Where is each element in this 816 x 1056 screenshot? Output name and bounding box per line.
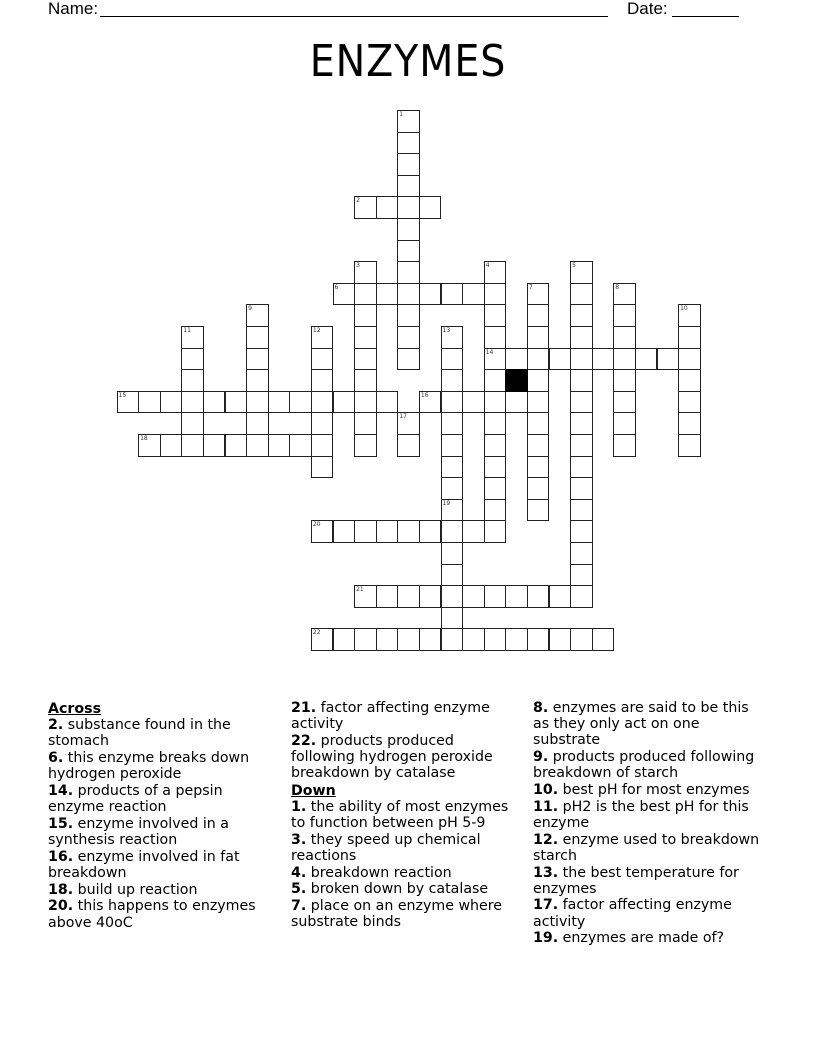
grid-cell[interactable] bbox=[246, 391, 269, 414]
clue-text: factor affecting enzyme activity bbox=[291, 700, 490, 733]
clue-down-4 bbox=[291, 865, 521, 881]
grid-cell[interactable] bbox=[570, 412, 593, 435]
clue-down-10 bbox=[533, 782, 763, 798]
grid-cell[interactable] bbox=[181, 348, 204, 371]
clue-down-13 bbox=[533, 865, 763, 897]
clue-down-3 bbox=[291, 832, 521, 864]
grid-cell[interactable] bbox=[613, 434, 636, 457]
grid-cell[interactable] bbox=[419, 628, 442, 651]
clue-down-11 bbox=[533, 799, 763, 831]
grid-cell[interactable] bbox=[678, 326, 701, 349]
grid-cell[interactable] bbox=[484, 628, 507, 651]
clue-number: 7. bbox=[291, 897, 307, 914]
grid-cell[interactable] bbox=[203, 434, 226, 457]
grid-cell[interactable] bbox=[441, 434, 464, 457]
grid-cell[interactable] bbox=[570, 499, 593, 522]
grid-cell[interactable] bbox=[246, 369, 269, 392]
grid-cell[interactable] bbox=[484, 477, 507, 500]
grid-cell[interactable] bbox=[397, 412, 420, 435]
clue-number-label: 11 bbox=[183, 327, 191, 334]
clue-number: 1. bbox=[291, 798, 307, 815]
grid-cell[interactable] bbox=[181, 391, 204, 414]
clue-number: 20. bbox=[48, 898, 74, 915]
clue-text: the ability of most enzymes to function between pH 5-9 bbox=[291, 798, 509, 831]
grid-cell[interactable] bbox=[311, 434, 334, 457]
grid-cell[interactable] bbox=[527, 434, 550, 457]
clue-number-label: 17 bbox=[399, 413, 407, 421]
grid-cell[interactable] bbox=[441, 369, 464, 392]
grid-cell[interactable] bbox=[397, 110, 420, 133]
grid-cell[interactable] bbox=[354, 520, 377, 543]
grid-cell[interactable] bbox=[397, 304, 420, 327]
grid-cell[interactable] bbox=[484, 369, 507, 392]
grid-cell[interactable] bbox=[354, 348, 377, 371]
grid-cell[interactable] bbox=[592, 348, 615, 371]
grid-cell[interactable] bbox=[181, 326, 204, 349]
clue-number-label: 2 bbox=[356, 197, 360, 205]
grid-cell[interactable] bbox=[441, 607, 464, 630]
clue-text: place on an enzyme where substrate binds bbox=[291, 897, 503, 931]
grid-cell[interactable] bbox=[246, 434, 269, 457]
grid-cell[interactable] bbox=[462, 283, 485, 306]
clue-text: enzyme involved in fat breakdown bbox=[48, 848, 240, 882]
grid-cell[interactable] bbox=[160, 434, 183, 457]
clue-down-9 bbox=[533, 749, 763, 781]
grid-cell[interactable] bbox=[527, 499, 550, 522]
grid-cell[interactable] bbox=[225, 434, 248, 457]
grid-cell[interactable] bbox=[484, 499, 507, 522]
down-heading: Down bbox=[291, 782, 336, 799]
grid-cell[interactable] bbox=[311, 628, 334, 651]
grid-cell[interactable] bbox=[419, 391, 442, 414]
clue-text: factor affecting enzyme activity bbox=[533, 897, 732, 930]
grid-cell[interactable] bbox=[549, 628, 572, 651]
clues-column-2 bbox=[291, 700, 521, 931]
grid-cell[interactable] bbox=[354, 369, 377, 392]
grid-cell[interactable] bbox=[527, 369, 550, 392]
grid-cell[interactable] bbox=[484, 412, 507, 435]
grid-cell[interactable] bbox=[311, 391, 334, 414]
grid-cell[interactable] bbox=[160, 391, 183, 414]
grid-cell[interactable] bbox=[419, 585, 442, 608]
grid-cell[interactable] bbox=[441, 456, 464, 479]
clue-across-22 bbox=[291, 733, 521, 782]
grid-cell[interactable] bbox=[570, 391, 593, 414]
grid-cell[interactable] bbox=[613, 348, 636, 371]
clue-number: 18. bbox=[48, 881, 74, 898]
grid-cell[interactable] bbox=[397, 196, 420, 219]
clue-down-1 bbox=[291, 799, 521, 831]
grid-cell[interactable] bbox=[570, 477, 593, 500]
grid-cell[interactable] bbox=[203, 391, 226, 414]
grid-cell[interactable] bbox=[397, 261, 420, 284]
clue-number-label: 1 bbox=[399, 111, 404, 118]
grid-cell[interactable] bbox=[527, 412, 550, 435]
grid-cell[interactable] bbox=[484, 326, 507, 349]
clue-number: 13. bbox=[533, 864, 559, 881]
grid-cell[interactable] bbox=[354, 326, 377, 349]
grid-cell[interactable] bbox=[376, 585, 399, 608]
clue-number: 9. bbox=[533, 749, 549, 766]
grid-cell[interactable] bbox=[570, 456, 593, 479]
clue-number: 17. bbox=[533, 897, 559, 914]
clue-text: enzyme involved in a synthesis reaction bbox=[48, 815, 230, 849]
clue-text: breakdown reaction bbox=[306, 864, 452, 881]
grid-cell[interactable] bbox=[268, 391, 291, 414]
grid-cell[interactable] bbox=[419, 520, 442, 543]
grid-cell[interactable] bbox=[441, 585, 464, 608]
grid-cell[interactable] bbox=[117, 391, 140, 414]
clue-number: 2. bbox=[48, 717, 64, 734]
grid-cell[interactable] bbox=[246, 326, 269, 349]
grid-cell[interactable] bbox=[441, 348, 464, 371]
clue-down-8 bbox=[533, 700, 763, 749]
grid-cell[interactable] bbox=[613, 283, 636, 306]
grid-cell[interactable] bbox=[376, 520, 399, 543]
grid-cell[interactable] bbox=[484, 261, 507, 284]
grid-cell[interactable] bbox=[246, 348, 269, 371]
clue-number: 16. bbox=[48, 848, 74, 865]
date-label: Date: bbox=[627, 0, 668, 18]
grid-cell[interactable] bbox=[570, 261, 593, 284]
clue-number-label: 13 bbox=[442, 327, 451, 334]
clue-number-label: 6 bbox=[334, 283, 339, 291]
grid-cell[interactable] bbox=[397, 218, 420, 241]
grid-cell[interactable] bbox=[678, 348, 701, 371]
grid-cell[interactable] bbox=[678, 369, 701, 392]
grid-cell[interactable] bbox=[570, 283, 593, 306]
grid-cell[interactable] bbox=[333, 391, 356, 414]
name-label: Name: bbox=[48, 0, 99, 18]
clue-text: this happens to enzymes above 40oC bbox=[48, 898, 256, 931]
clue-text: the best temperature for enzymes bbox=[533, 864, 739, 897]
clue-number: 11. bbox=[533, 798, 559, 815]
grid-cell[interactable] bbox=[419, 283, 442, 306]
grid-cell[interactable] bbox=[441, 499, 464, 522]
grid-cell[interactable] bbox=[354, 391, 377, 414]
across-heading: Across bbox=[48, 701, 102, 717]
grid-cell[interactable] bbox=[484, 434, 507, 457]
grid-cell[interactable] bbox=[138, 434, 161, 457]
clue-across-20 bbox=[48, 898, 278, 930]
grid-cell[interactable] bbox=[311, 456, 334, 479]
clue-down-5 bbox=[291, 881, 521, 897]
grid-cell[interactable] bbox=[354, 283, 377, 306]
grid-cell[interactable] bbox=[441, 542, 464, 565]
grid-cell[interactable] bbox=[376, 283, 399, 306]
clue-text: best pH for most enzymes bbox=[558, 782, 750, 799]
grid-cell[interactable] bbox=[484, 585, 507, 608]
clues-column-1 bbox=[48, 700, 278, 931]
grid-cell[interactable] bbox=[333, 628, 356, 651]
grid-cell[interactable] bbox=[441, 564, 464, 587]
grid-cell[interactable] bbox=[333, 520, 356, 543]
grid-cell[interactable] bbox=[441, 628, 464, 651]
grid-cell[interactable] bbox=[397, 132, 420, 155]
grid-cell[interactable] bbox=[678, 304, 701, 327]
grid-cell[interactable] bbox=[570, 628, 593, 651]
grid-cell[interactable] bbox=[354, 261, 377, 284]
grid-cell[interactable] bbox=[527, 391, 550, 414]
grid-cell[interactable] bbox=[613, 412, 636, 435]
clue-number-label: 7 bbox=[528, 283, 533, 291]
grid-cell[interactable] bbox=[333, 283, 356, 306]
grid-cell[interactable] bbox=[311, 369, 334, 392]
clue-text: broken down by catalase bbox=[306, 881, 489, 898]
clue-text: products produced following hydrogen peroxide breakdown by catalase bbox=[291, 732, 493, 782]
grid-cell[interactable] bbox=[613, 326, 636, 349]
grid-cell[interactable] bbox=[505, 628, 528, 651]
grid-cell[interactable] bbox=[462, 391, 485, 414]
grid-cell[interactable] bbox=[570, 585, 593, 608]
grid-cell[interactable] bbox=[592, 628, 615, 651]
grid-cell[interactable] bbox=[527, 477, 550, 500]
grid-cell[interactable] bbox=[181, 369, 204, 392]
clue-down-17 bbox=[533, 897, 763, 929]
clues-column-3 bbox=[533, 700, 763, 947]
grid-cell[interactable] bbox=[289, 434, 312, 457]
grid-cell[interactable] bbox=[462, 585, 485, 608]
clue-text: pH2 is the best pH for this enzyme bbox=[533, 798, 749, 831]
grid-cell[interactable] bbox=[549, 585, 572, 608]
grid-cell[interactable] bbox=[289, 391, 312, 414]
grid-cell[interactable] bbox=[376, 391, 399, 414]
clue-across-2 bbox=[48, 717, 278, 749]
clue-across-18 bbox=[48, 882, 278, 898]
grid-cell[interactable] bbox=[225, 391, 248, 414]
grid-cell[interactable] bbox=[570, 542, 593, 565]
grid-cell[interactable] bbox=[484, 391, 507, 414]
grid-cell[interactable] bbox=[311, 520, 334, 543]
grid-cell[interactable] bbox=[397, 434, 420, 457]
grid-cell[interactable] bbox=[441, 326, 464, 349]
grid-cell[interactable] bbox=[570, 564, 593, 587]
grid-cell[interactable] bbox=[354, 585, 377, 608]
grid-cell[interactable] bbox=[441, 520, 464, 543]
grid-cell[interactable] bbox=[268, 434, 291, 457]
clue-number-label: 20 bbox=[312, 521, 321, 529]
grid-cell[interactable] bbox=[441, 391, 464, 414]
grid-cell[interactable] bbox=[505, 391, 528, 414]
clue-text: they speed up chemical reactions bbox=[291, 831, 481, 864]
grid-cell[interactable] bbox=[678, 391, 701, 414]
clue-text: products produced following breakdown of starch bbox=[533, 749, 755, 782]
grid-cell[interactable] bbox=[354, 434, 377, 457]
clue-number-label: 14 bbox=[485, 348, 494, 356]
clue-number: 8. bbox=[533, 700, 549, 716]
clue-number-label: 15 bbox=[118, 391, 127, 399]
grid-cell[interactable] bbox=[397, 628, 420, 651]
clue-number: 5. bbox=[291, 881, 307, 898]
clue-number-label: 19 bbox=[442, 499, 451, 507]
clue-number: 12. bbox=[533, 831, 559, 848]
grid-cell[interactable] bbox=[570, 520, 593, 543]
clue-text: enzyme used to breakdown starch bbox=[533, 831, 760, 864]
grid-cell[interactable] bbox=[484, 348, 507, 371]
clue-number-label: 22 bbox=[312, 629, 321, 637]
grid-cell[interactable] bbox=[354, 196, 377, 219]
clue-text: enzymes are said to be this as they only act on one substrate bbox=[533, 700, 749, 749]
clue-number-label: 3 bbox=[356, 262, 360, 270]
grid-cell[interactable] bbox=[527, 304, 550, 327]
grid-cell[interactable] bbox=[527, 628, 550, 651]
grid-cell[interactable] bbox=[527, 283, 550, 306]
grid-cell[interactable] bbox=[397, 240, 420, 263]
clue-number: 22. bbox=[291, 732, 317, 749]
grid-cell[interactable] bbox=[570, 369, 593, 392]
clue-number: 19. bbox=[533, 930, 559, 947]
grid-cell[interactable] bbox=[484, 304, 507, 327]
grid-cell[interactable] bbox=[354, 412, 377, 435]
grid-cell[interactable] bbox=[527, 456, 550, 479]
clue-across-14 bbox=[48, 783, 278, 815]
grid-cell[interactable] bbox=[311, 326, 334, 349]
grid-cell[interactable] bbox=[613, 391, 636, 414]
grid-cell[interactable] bbox=[635, 348, 658, 371]
clue-text: this enzyme breaks down hydrogen peroxide bbox=[48, 750, 250, 783]
grid-cell[interactable] bbox=[441, 412, 464, 435]
grid-cell[interactable] bbox=[397, 585, 420, 608]
clue-text: enzymes are made of? bbox=[558, 930, 725, 947]
grid-cell[interactable] bbox=[181, 412, 204, 435]
grid-cell[interactable] bbox=[354, 628, 377, 651]
grid-cell[interactable] bbox=[505, 585, 528, 608]
grid-cell[interactable] bbox=[484, 283, 507, 306]
grid-cell[interactable] bbox=[570, 348, 593, 371]
grid-cell[interactable] bbox=[138, 391, 161, 414]
clue-text: products of a pepsin enzyme reaction bbox=[48, 783, 223, 816]
clue-number-label: 5 bbox=[572, 262, 576, 270]
clue-number: 4. bbox=[291, 864, 307, 881]
grid-cell[interactable] bbox=[311, 348, 334, 371]
clue-across-16 bbox=[48, 849, 278, 881]
grid-cell[interactable] bbox=[397, 348, 420, 371]
grid-cell[interactable] bbox=[678, 434, 701, 457]
grid-cell[interactable] bbox=[484, 456, 507, 479]
grid-cell[interactable] bbox=[311, 412, 334, 435]
clue-down-7 bbox=[291, 898, 521, 930]
grid-cell[interactable] bbox=[570, 304, 593, 327]
grid-cell[interactable] bbox=[549, 348, 572, 371]
grid-cell[interactable] bbox=[397, 283, 420, 306]
clue-number-label: 21 bbox=[356, 586, 364, 594]
clue-number-label: 18 bbox=[140, 435, 148, 442]
clue-number-label: 9 bbox=[248, 305, 252, 313]
grid-cell[interactable] bbox=[419, 196, 442, 219]
clue-down-12 bbox=[533, 832, 763, 864]
clue-number-label: 10 bbox=[680, 305, 688, 313]
clue-number-label: 16 bbox=[420, 391, 429, 399]
grid-cell[interactable] bbox=[657, 348, 680, 371]
clue-number: 21. bbox=[291, 700, 317, 716]
clue-number-label: 12 bbox=[312, 327, 321, 334]
grid-cell[interactable] bbox=[570, 326, 593, 349]
grid-cell[interactable] bbox=[613, 369, 636, 392]
grid-cell[interactable] bbox=[441, 283, 464, 306]
grid-cell[interactable] bbox=[181, 434, 204, 457]
grid-cell[interactable] bbox=[613, 304, 636, 327]
grid-cell[interactable] bbox=[484, 520, 507, 543]
grid-cell[interactable] bbox=[376, 628, 399, 651]
clue-text: substance found in the stomach bbox=[48, 717, 231, 750]
clue-number: 3. bbox=[291, 831, 307, 848]
grid-cell[interactable] bbox=[246, 304, 269, 327]
grid-cell[interactable] bbox=[505, 348, 528, 371]
grid-cell[interactable] bbox=[354, 304, 377, 327]
grid-cell[interactable] bbox=[441, 477, 464, 500]
page-title: ENZYMES bbox=[309, 36, 507, 87]
grid-cell[interactable] bbox=[527, 326, 550, 349]
clue-text: build up reaction bbox=[73, 881, 198, 898]
clue-number-label: 8 bbox=[615, 283, 620, 291]
black-cell bbox=[505, 369, 528, 392]
grid-cell[interactable] bbox=[462, 520, 485, 543]
clue-number: 6. bbox=[48, 750, 64, 767]
clue-down-19 bbox=[533, 930, 763, 946]
grid-cell[interactable] bbox=[397, 175, 420, 198]
clue-number: 14. bbox=[48, 783, 74, 800]
grid-cell[interactable] bbox=[376, 196, 399, 219]
grid-cell[interactable] bbox=[246, 412, 269, 435]
grid-cell[interactable] bbox=[527, 348, 550, 371]
grid-cell[interactable] bbox=[397, 520, 420, 543]
clue-across-21 bbox=[291, 700, 521, 732]
clue-across-15 bbox=[48, 816, 278, 848]
grid-cell[interactable] bbox=[678, 412, 701, 435]
grid-cell[interactable] bbox=[527, 585, 550, 608]
grid-cell[interactable] bbox=[462, 628, 485, 651]
clue-number: 10. bbox=[533, 782, 559, 799]
clue-across-6 bbox=[48, 750, 278, 782]
clue-number: 15. bbox=[48, 815, 74, 832]
clue-number-label: 4 bbox=[485, 262, 490, 270]
grid-cell[interactable] bbox=[570, 434, 593, 457]
grid-cell[interactable] bbox=[397, 326, 420, 349]
grid-cell[interactable] bbox=[397, 153, 420, 176]
